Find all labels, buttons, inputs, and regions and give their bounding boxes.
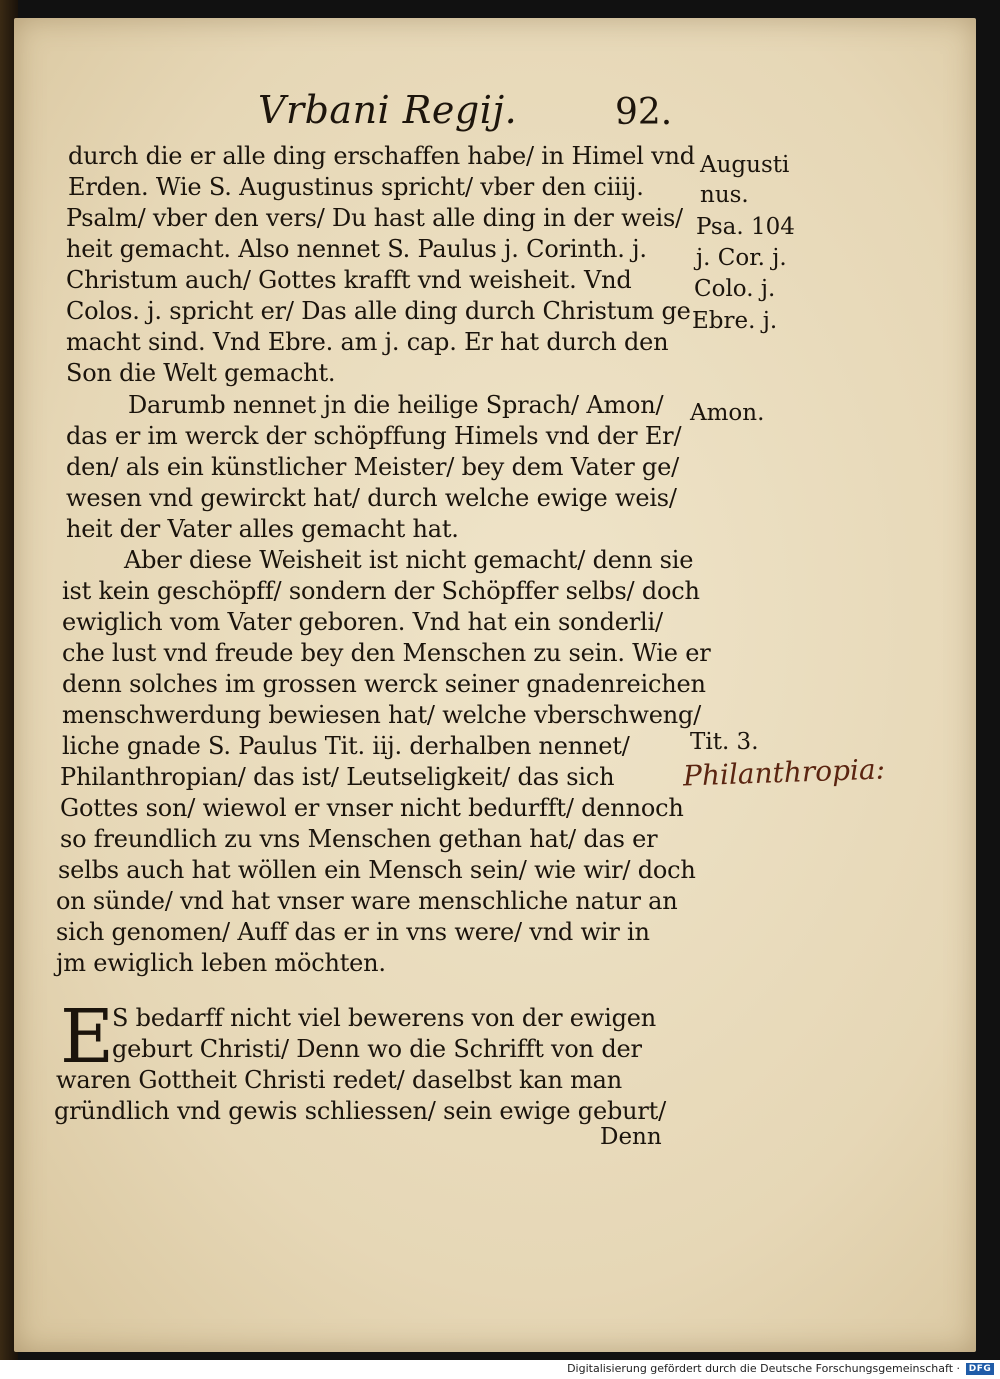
margin-note: Ebre. j. [692, 308, 778, 334]
running-head-title: Vrbani Regij. [258, 88, 518, 132]
margin-note: Amon. [690, 400, 765, 426]
body-line: Son die Welt gemacht. [66, 359, 336, 387]
body-line: on sünde/ vnd hat vnser ware menschliche natur an [56, 887, 678, 915]
body-line: Darumb nennet jn die heilige Sprach/ Amon/ [128, 391, 664, 419]
dfg-logo: DFG [966, 1363, 994, 1375]
body-line: Psalm/ vber den vers/ Du hast alle ding in der weis/ [66, 204, 683, 232]
handwritten-annotation: Philanthropia: [682, 752, 886, 793]
catchword: Denn [600, 1124, 662, 1150]
body-line: ist kein geschöpff/ sondern der Schöpffer selbs/ doch [62, 577, 700, 605]
body-line: Erden. Wie S. Augustinus spricht/ vber den ciiij. [68, 173, 644, 201]
body-line: heit gemacht. Also nennet S. Paulus j. Corinth. j. [66, 235, 647, 263]
body-line: Aber diese Weisheit ist nicht gemacht/ denn sie [124, 546, 694, 574]
body-line: selbs auch hat wöllen ein Mensch sein/ wie wir/ doch [58, 856, 696, 884]
body-line: che lust vnd freude bey den Menschen zu sein. Wie er [62, 639, 711, 667]
drop-cap-initial: E [60, 994, 115, 1080]
section-line: S bedarff nicht viel bewerens von der ewigen [112, 1004, 657, 1032]
body-line: wesen vnd gewirckt hat/ durch welche ewige weis/ [66, 484, 677, 512]
body-line: das er im werck der schöpffung Himels vnd der Er/ [66, 422, 682, 450]
body-line: denn solches im grossen werck seiner gnadenreichen [62, 670, 706, 698]
body-line: durch die er alle ding erschaffen habe/ in Himel vnd [68, 142, 695, 170]
section-line: gründlich vnd gewis schliessen/ sein ewige geburt/ [54, 1097, 666, 1125]
body-line: Colos. j. spricht er/ Das alle ding durch Christum ge [66, 297, 691, 325]
section-line: geburt Christi/ Denn wo die Schrifft von der [112, 1035, 642, 1063]
body-line: menschwerdung bewiesen hat/ welche vberschweng/ [62, 701, 702, 729]
margin-note: j. Cor. j. [696, 245, 787, 271]
section-line: waren Gottheit Christi redet/ daselbst kan man [56, 1066, 623, 1094]
margin-note: Tit. 3. [690, 729, 759, 755]
page-number: 92. [615, 92, 673, 133]
body-line: Gottes son/ wiewol er vnser nicht bedurfft/ dennoch [60, 794, 684, 822]
margin-note: Colo. j. [694, 276, 776, 302]
margin-note: Psa. 104 [696, 214, 795, 240]
margin-note: Augusti [700, 152, 790, 178]
footer-bar [0, 1360, 1000, 1379]
body-line: macht sind. Vnd Ebre. am j. cap. Er hat durch den [66, 328, 669, 356]
body-line: jm ewiglich leben möchten. [56, 949, 386, 977]
body-line: sich genomen/ Auff das er in vns were/ vnd wir in [56, 918, 650, 946]
margin-note: nus. [700, 182, 749, 208]
body-line: Christum auch/ Gottes krafft vnd weisheit. Vnd [66, 266, 632, 294]
body-line: ewiglich vom Vater geboren. Vnd hat ein sonderli/ [62, 608, 663, 636]
body-line: heit der Vater alles gemacht hat. [66, 515, 459, 543]
body-line: liche gnade S. Paulus Tit. iij. derhalben nennet/ [62, 732, 630, 760]
body-line: so freundlich zu vns Menschen gethan hat/ das er [60, 825, 658, 853]
body-line: Philanthropian/ das ist/ Leutseligkeit/ das sich [60, 763, 615, 791]
body-line: den/ als ein künstlicher Meister/ bey dem Vater ge/ [66, 453, 679, 481]
digitization-credit: Digitalisierung gefördert durch die Deutsche Forschungsgemeinschaft · [567, 1362, 960, 1375]
